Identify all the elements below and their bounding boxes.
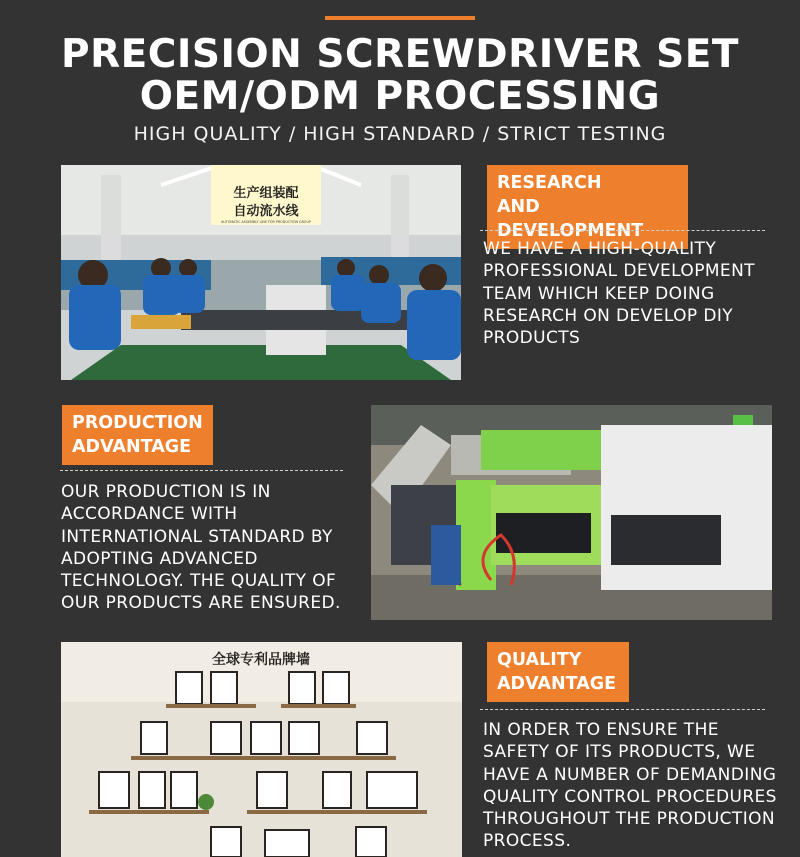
label-line1: PRODUCTION xyxy=(72,413,203,433)
assembly-line-photo xyxy=(61,165,461,380)
sign-text-line2: 自动流水线 xyxy=(233,204,299,219)
sign-text-line1: 生产组装配 xyxy=(233,186,299,201)
production-advantage-label xyxy=(62,405,213,465)
section-divider xyxy=(480,709,765,710)
patent-wall-photo xyxy=(61,642,462,857)
label-line2: ADVANTAGE xyxy=(72,437,192,457)
research-development-label xyxy=(487,165,688,249)
section-divider xyxy=(480,230,765,231)
label-line1: RESEARCH xyxy=(497,173,602,193)
production-advantage-text: OUR PRODUCTION IS IN ACCORDANCE WITH INTERNATIONAL STANDARD BY ADOPTING ADVANCED TECHNOLOGY. THE QUALITY OF OUR PRODUCTS ARE ENSURED. xyxy=(61,482,341,614)
sign-text-small: AUTOMATIC ASSEMBLY LINE FOR PRODUCTION GROUP xyxy=(221,220,311,224)
quality-advantage-text: IN ORDER TO ENSURE THE SAFETY OF ITS PRODUCTS, WE HAVE A NUMBER OF DEMANDING QUALITY CONTROL PROCEDURES THROUGHOUT THE PRODUCTION PROCESS. xyxy=(483,720,777,852)
header-accent-rule xyxy=(325,16,475,20)
section-divider xyxy=(60,470,343,471)
quality-advantage-label xyxy=(487,642,629,702)
label-line2: AND DEVELOPMENT xyxy=(497,197,644,241)
page-title-line2: OEM/ODM PROCESSING xyxy=(139,74,661,119)
label-line1: QUALITY xyxy=(497,650,582,670)
page-subtitle: HIGH QUALITY / HIGH STANDARD / STRICT TESTING xyxy=(133,123,667,145)
wall-title-text: 全球专利品牌墙 xyxy=(212,652,310,668)
research-development-text: WE HAVE A HIGH-QUALITY PROFESSIONAL DEVELOPMENT TEAM WHICH KEEP DOING RESEARCH ON DEVELOP DIY PRODUCTS xyxy=(483,239,755,349)
label-line2: ADVANTAGE xyxy=(497,674,617,694)
page-title-line1: PRECISION SCREWDRIVER SET xyxy=(61,32,739,77)
injection-machine-photo xyxy=(371,405,772,620)
page-title xyxy=(0,34,800,118)
